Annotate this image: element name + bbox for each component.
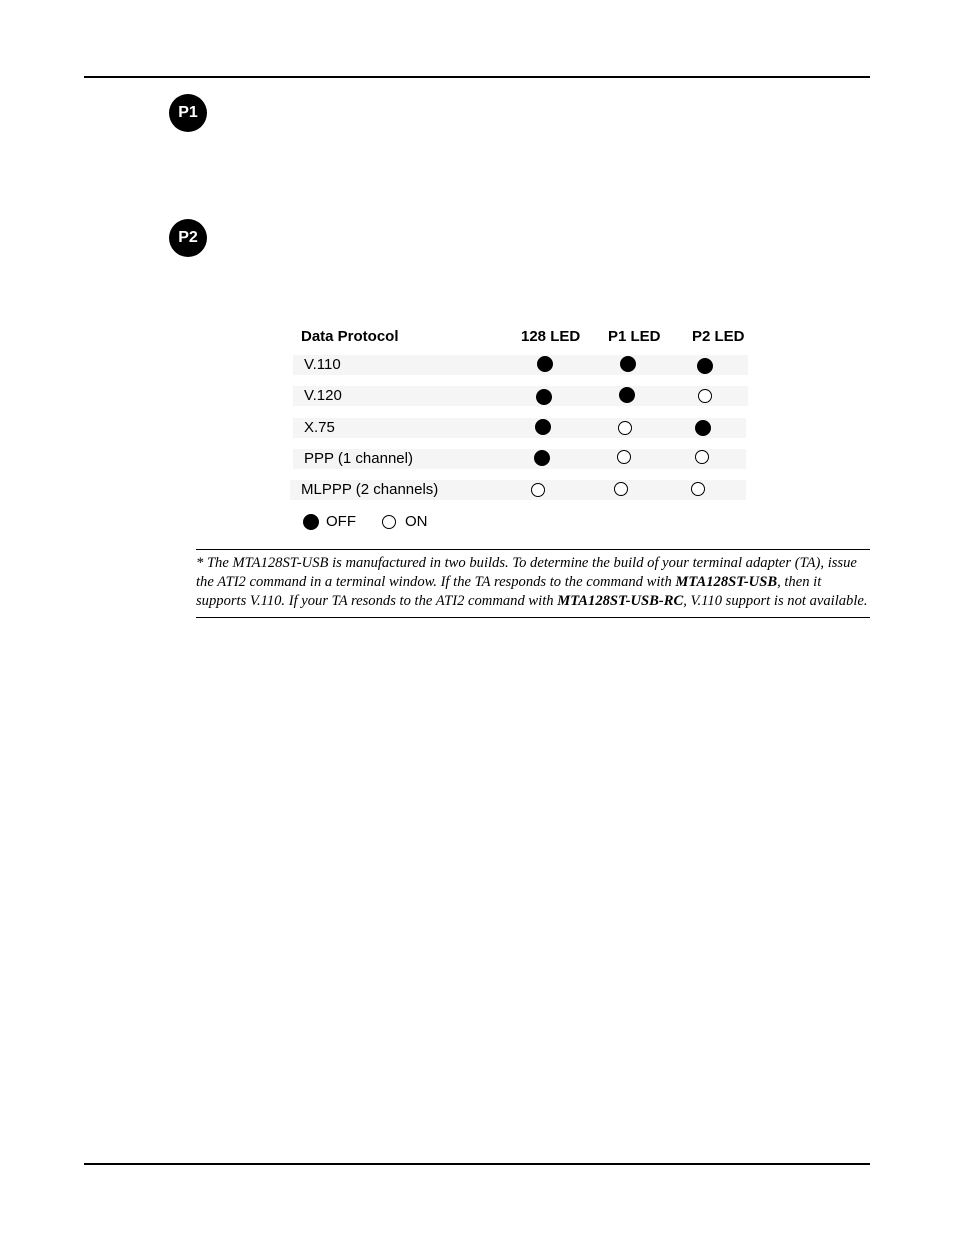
legend-on-label: ON xyxy=(405,513,428,530)
led-128-indicator-icon xyxy=(534,450,550,466)
row-label: PPP (1 channel) xyxy=(304,450,413,467)
p1-badge-icon xyxy=(169,94,207,132)
legend-off-label: OFF xyxy=(326,513,356,530)
top-rule xyxy=(84,76,870,78)
footnote-text-3: , V.110 support is not available. xyxy=(683,593,868,609)
led-128-indicator-icon xyxy=(531,483,545,497)
led-128-indicator-icon xyxy=(536,389,552,405)
table-row xyxy=(293,418,746,438)
row-label: V.120 xyxy=(304,387,342,404)
led-p1-indicator-icon xyxy=(619,387,635,403)
footnote-text-1: * The MTA128ST-USB is manufactured in two builds. To determine the build of your terminal adapter (TA), issue the ATI2 command in a terminal window. If the TA responds to the command with xyxy=(196,555,857,590)
legend-off-dot-icon xyxy=(303,514,319,530)
led-p2-indicator-icon xyxy=(695,420,711,436)
led-p1-indicator-icon xyxy=(617,450,631,464)
p1-badge-label: P1 xyxy=(178,104,198,121)
header-p2-led: P2 LED xyxy=(692,328,745,345)
row-label: V.110 xyxy=(304,356,341,373)
legend-on-dot-icon xyxy=(382,515,396,529)
p2-badge-icon xyxy=(169,219,207,257)
header-128-led: 128 LED xyxy=(521,328,581,345)
table-row xyxy=(293,355,748,375)
led-p2-indicator-icon xyxy=(697,358,713,374)
header-data-protocol: Data Protocol xyxy=(301,328,399,345)
led-p1-indicator-icon xyxy=(618,421,632,435)
led-128-indicator-icon xyxy=(535,419,551,435)
footnote xyxy=(196,549,870,618)
led-p2-indicator-icon xyxy=(698,389,712,403)
led-p2-indicator-icon xyxy=(695,450,709,464)
p2-badge-label: P2 xyxy=(178,229,198,246)
footnote-bold-model-rc: MTA128ST-USB-RC xyxy=(557,593,684,609)
row-label: X.75 xyxy=(304,419,335,436)
table-header xyxy=(290,324,750,350)
table-row xyxy=(293,449,746,469)
table-row xyxy=(293,386,748,406)
led-128-indicator-icon xyxy=(537,356,553,372)
led-p1-indicator-icon xyxy=(620,356,636,372)
led-p1-indicator-icon xyxy=(614,482,628,496)
row-label: MLPPP (2 channels) xyxy=(301,481,439,498)
footnote-bold-model: MTA128ST-USB xyxy=(675,574,778,590)
footnote-text-2: , then it supports V.110. If your TA resonds to the ATI2 command with xyxy=(196,574,822,609)
table-row xyxy=(290,480,746,500)
led-p2-indicator-icon xyxy=(691,482,705,496)
led-protocol-table xyxy=(290,324,750,498)
header-p1-led: P1 LED xyxy=(608,328,661,345)
bottom-rule xyxy=(84,1163,870,1165)
